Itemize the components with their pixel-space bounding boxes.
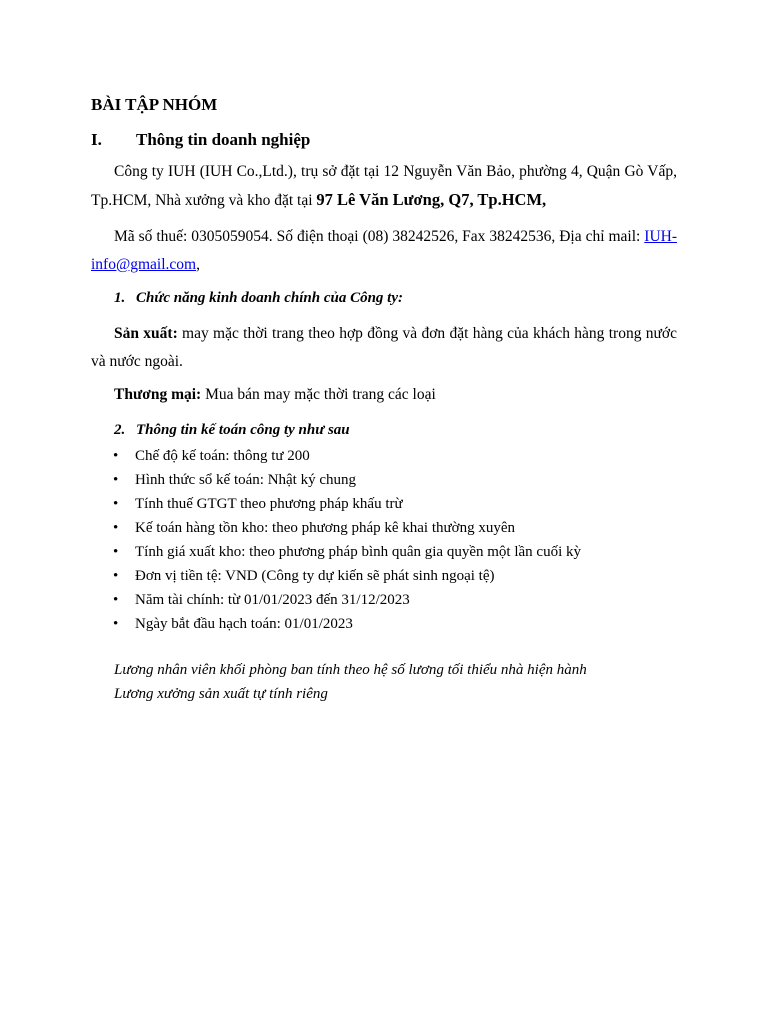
list-item-text: Kế toán hàng tồn kho: theo phương pháp kê khai thường xuyên xyxy=(135,520,515,536)
bullet-icon: • xyxy=(113,568,119,584)
production-paragraph xyxy=(91,320,677,376)
business-number: 1. xyxy=(114,290,126,306)
list-item xyxy=(113,444,581,468)
trade-label: Thương mại: xyxy=(114,386,202,403)
bullet-icon: • xyxy=(113,544,119,560)
list-item xyxy=(113,540,581,564)
section-title: Thông tin doanh nghiệp xyxy=(136,130,311,149)
accounting-number: 2. xyxy=(114,422,126,438)
list-item xyxy=(113,516,581,540)
list-item xyxy=(113,612,581,636)
bullet-icon: • xyxy=(113,520,119,536)
bullet-icon: • xyxy=(113,496,119,512)
list-item-text: Ngày bắt đầu hạch toán: 01/01/2023 xyxy=(135,616,353,632)
list-item-text: Tính giá xuất kho: theo phương pháp bình quân gia quyền một lần cuối kỳ xyxy=(135,544,581,560)
salary-note-office: Lương nhân viên khối phòng ban tính theo hệ số lương tối thiểu nhà hiện hành xyxy=(114,662,587,678)
business-title: Chức năng kinh doanh chính của Công ty: xyxy=(136,290,403,306)
accounting-title: Thông tin kế toán công ty như sau xyxy=(136,422,350,438)
company-intro-text: Công ty IUH (IUH Co.,Ltd.), trụ sở đặt tại 12 Nguyễn Văn Bảo, phường 4, Quận Gò Vấp, Tp.HCM, Nhà xưởng và kho đặt tại xyxy=(91,163,677,209)
list-item xyxy=(113,492,581,516)
contact-paragraph xyxy=(91,223,677,279)
salary-note-workshop: Lương xưởng sản xuất tự tính riêng xyxy=(114,686,328,702)
bullet-icon: • xyxy=(113,448,119,464)
list-item xyxy=(113,588,581,612)
bullet-icon: • xyxy=(113,472,119,488)
business-heading xyxy=(114,290,403,307)
list-item xyxy=(113,564,581,588)
bullet-icon: • xyxy=(113,592,119,608)
trade-text: Mua bán may mặc thời trang các loại xyxy=(201,386,436,403)
accounting-heading xyxy=(114,422,350,439)
section-number: I. xyxy=(91,130,102,149)
company-intro-paragraph xyxy=(91,158,677,215)
contact-suffix: , xyxy=(196,256,200,273)
production-label: Sản xuất: xyxy=(114,325,178,342)
contact-text: Mã số thuế: 0305059054. Số điện thoại (08) 38242526, Fax 38242536, Địa chỉ mail: xyxy=(114,228,645,245)
section-heading xyxy=(91,130,310,150)
bullet-icon: • xyxy=(113,616,119,632)
document-title: BÀI TẬP NHÓM xyxy=(91,95,218,114)
email-link[interactable]: IUH-info@gmail.com xyxy=(91,228,677,273)
list-item-text: Đơn vị tiền tệ: VND (Công ty dự kiến sẽ phát sinh ngoại tệ) xyxy=(135,568,495,584)
trade-line xyxy=(114,386,436,404)
production-text: may mặc thời trang theo hợp đồng và đơn đặt hàng của khách hàng trong nước và nước ngoài. xyxy=(91,325,677,370)
list-item xyxy=(113,468,581,492)
list-item-text: Chế độ kế toán: thông tư 200 xyxy=(135,448,310,464)
accounting-list xyxy=(113,444,581,636)
warehouse-address: 97 Lê Văn Lương, Q7, Tp.HCM, xyxy=(316,190,547,209)
list-item-text: Tính thuế GTGT theo phương pháp khấu trừ xyxy=(135,496,403,512)
list-item-text: Năm tài chính: từ 01/01/2023 đến 31/12/2023 xyxy=(135,592,410,608)
list-item-text: Hình thức sổ kế toán: Nhật ký chung xyxy=(135,472,357,488)
